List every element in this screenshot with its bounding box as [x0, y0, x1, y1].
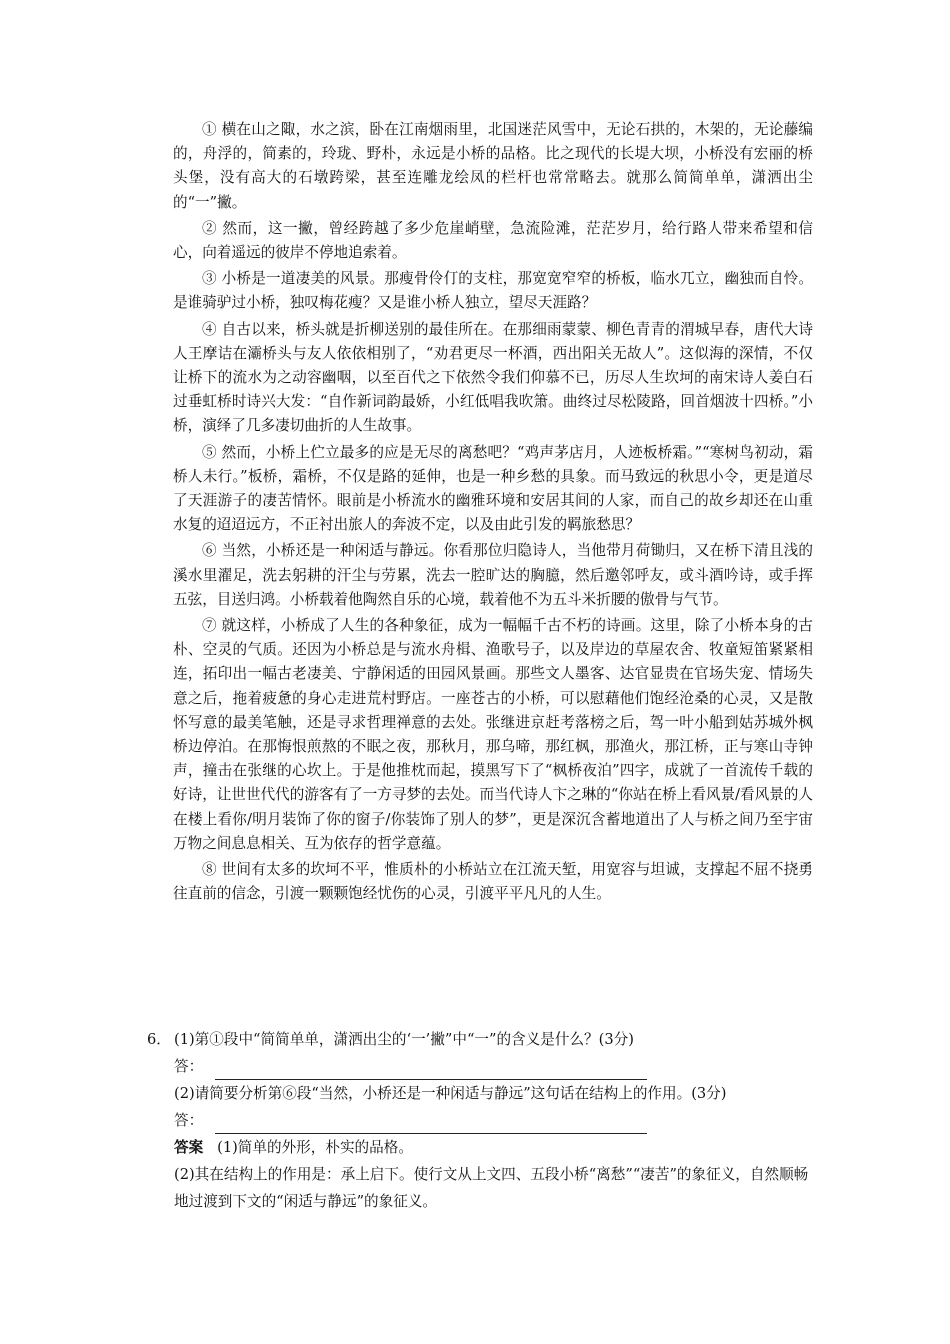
answer-line-1: [147, 1053, 813, 1080]
paragraph-3: ③ 小桥是一道凄美的风景。那瘦骨伶仃的支柱，那宽宽窄窄的桥板，临水兀立，幽独而自怜。是谁骑驴过小桥，独叹梅花瘦？又是谁小桥人独立，望尽天涯路？: [173, 270, 813, 312]
answer-key-2: [147, 1161, 813, 1215]
paragraph-7: ⑦ 就这样，小桥成了人生的各种象征，成为一幅幅千古不朽的诗画。这里，除了小桥本身的古朴、空灵的气质。还因为小桥总是与流水舟楫、渔歌号子，以及岸边的草屋农舍、牧童短笛紧紧相连，拓印出一幅古老凄美、宁静闲适的田园风景画。那些文人墨客、达官显贵在官场失宠、情场失意之后，拖着疲惫的身心走进荒村野店。一座苍古的小桥，可以慰藉他们饱经沧桑的心灵，又是散怀写意的最美笔触，还是寻求哲理禅意的去处。张继进京赶考落榜之后，驾一叶小船到姑苏城外枫桥边停泊。在那悔恨煎熬的不眠之夜，那秋月，那乌啼，那红枫，那渔火，那江桥，正与寒山寺钟声，撞击在张继的心坎上。于是他推枕而起，摸黑写下了“枫桥夜泊”四字，成就了一首流传千载的好诗，让世世代代的游客有了一方寻梦的去处。而当代诗人卞之琳的“你站在桥上看风景/看风景的人在楼上看你/明月装饰了你的窗子/你装饰了别人的梦”，更是深沉含蓄地道出了人与桥之间乃至宇宙万物之间息息相关、互为依存的哲学意蕴。: [173, 617, 813, 852]
paragraph-6: ⑥ 当然，小桥还是一种闲适与静远。你看那位归隐诗人，当他带月荷锄归，又在桥下清且浅的溪水里濯足，洗去躬耕的汗尘与劳累，洗去一腔旷达的胸臆，然后邀邻呼友，或斗酒吟诗，或手挥五弦，目送归鸿。小桥载着他陶然自乐的心境，载着他不为五斗米折腰的傲骨与气节。: [173, 542, 813, 608]
question-1: [147, 1026, 813, 1053]
paragraph-4: ④ 自古以来，桥头就是折柳送别的最佳所在。在那细雨蒙蒙、柳色青青的渭城早春，唐代大诗人王摩诘在灞桥头与友人依依相别了，“劝君更尽一杯酒，西出阳关无故人”。这似海的深情，不仅让桥下的流水为之动容幽咽，以至百代之下依然令我们仰慕不已，历尽人生坎坷的南宋诗人姜白石过垂虹桥时诗兴大发：“自作新词韵最娇，小红低唱我吹箫。曲终过尽松陵路，回首烟波十四桥。”小桥，演绎了几多凄切曲折的人生故事。: [173, 320, 813, 435]
paragraph-2: ② 然而，这一撇，曾经跨越了多少危崖峭壁，急流险滩，茫茫岁月，给行路人带来希望和信心，向着遥远的彼岸不停地追索着。: [173, 219, 813, 262]
answer-key-1-text: (1)简单的外形，朴实的品格。: [217, 1139, 413, 1156]
question-number: 6．: [147, 1031, 171, 1048]
paragraph-5: ⑤ 然而，小桥上伫立最多的应是无尽的离愁吧？“鸡声茅店月，人迹板桥霜。”“寒树鸟初动，霜桥人未行。”板桥，霜桥，不仅是路的延伸，也是一种乡愁的具象。而马致远的秋思小令，更是道尽了天涯游子的凄苦情怀。眼前是小桥流水的幽雅环境和安居其间的人家，而自己的故乡却还在山重水复的迢迢远方，不正衬出旅人的奔波不定，以及由此引发的羁旅愁思？: [173, 443, 813, 534]
paragraph-1: ① 横在山之陬，水之滨，卧在江南烟雨里，北国迷茫风雪中，无论石拱的，木架的，无论藤编的，舟浮的，简素的，玲珑、野朴，永远是小桥的品格。比之现代的长堤大坝，小桥没有宏丽的桥头堡，没有高大的石墩跨梁，甚至连雕龙绘凤的栏杆也常常略去。就那么简简单单，潇洒出尘的“一”撇。: [173, 121, 813, 211]
question-block: [147, 1026, 813, 1215]
answer-1-prefix: 答：: [174, 1058, 204, 1075]
question-1-text: (1)第①段中“简简单单，潇洒出尘的‘一’撇”中“一”的含义是什么？(3分): [174, 1031, 634, 1048]
paragraph-8: ⑧ 世间有太多的坎坷不平，惟质朴的小桥站立在江流天堑，用宽容与坦诚，支撑起不屈不挠勇往直前的信念，引渡一颗颗饱经忧伤的心灵，引渡平平凡凡的人生。: [173, 861, 813, 903]
question-2-text: (2)请简要分析第⑥段“当然，小桥还是一种闲适与静远”这句话在结构上的作用。(3分): [174, 1085, 727, 1102]
answer-2-prefix: 答：: [174, 1112, 204, 1129]
answer-key-1: [147, 1134, 813, 1161]
answer-key-2-text: (2)其在结构上的作用是：承上启下。使行文从上文四、五段小桥“离愁”“凄苦”的象征义，自然顺畅地过渡到下文的“闲适与静远”的象征义。: [174, 1166, 809, 1210]
answer-key-label: 答案: [174, 1139, 204, 1156]
answer-line-2: [147, 1107, 813, 1134]
answer-2-blank: [215, 1115, 647, 1134]
answer-1-blank: [215, 1061, 647, 1080]
question-2: [147, 1080, 813, 1107]
reading-passage: [173, 118, 813, 907]
